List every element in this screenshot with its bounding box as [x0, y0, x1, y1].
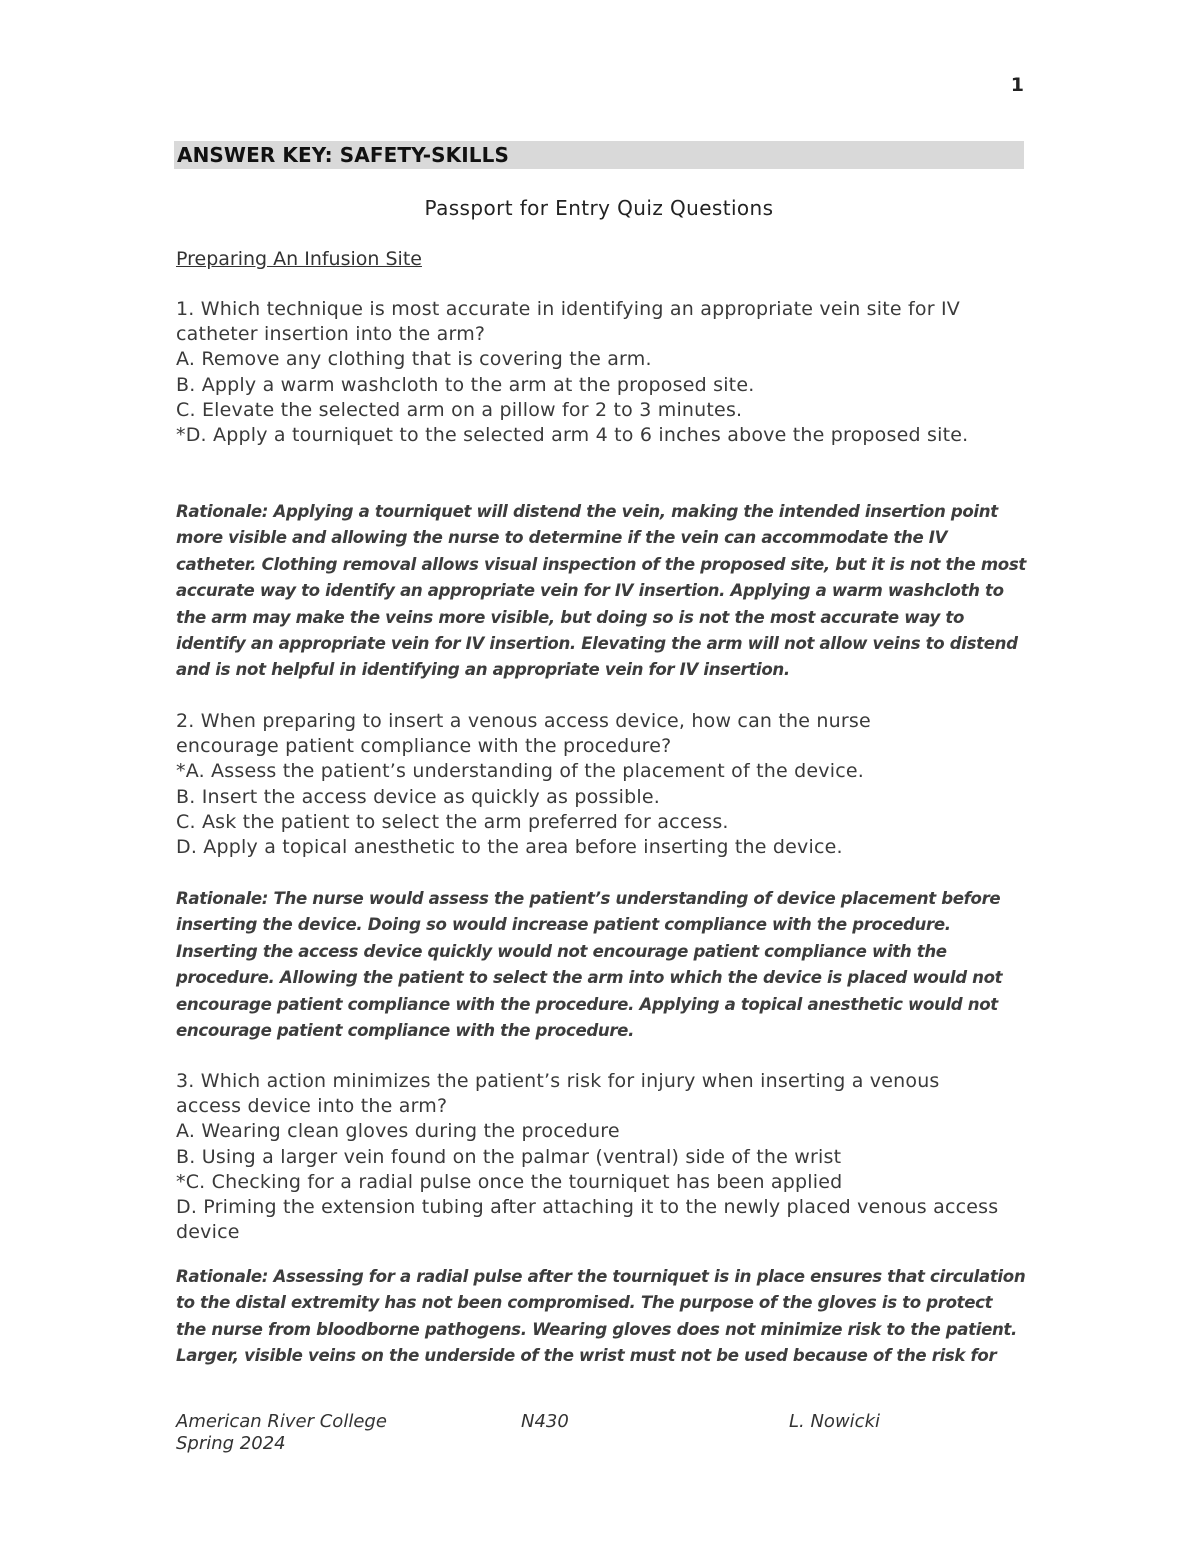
document-subtitle: Passport for Entry Quiz Questions — [424, 196, 774, 220]
answer-option: A. Wearing clean gloves during the procedure — [176, 1120, 620, 1143]
document-title-banner — [174, 141, 1024, 169]
answer-option-correct: *C. Checking for a radial pulse once the tourniquet has been applied — [176, 1170, 843, 1193]
question-2 — [176, 709, 1028, 860]
rationale-1: Rationale: Applying a tourniquet will distend the vein, making the intended insertion point more visible and allowing the nurse to determine if the vein can accommodate the IV catheter. Clothing removal allows visual inspection of the proposed site, but it is not the most accurate way to identify an appropriate vein for IV insertion. Applying a warm washcloth to the arm may make the veins more visible, but doing so is not the most accurate way to identify an appropriate vein for IV insertion. Elevating the arm will not allow veins to distend and is not helpful in identifying an appropriate vein for IV insertion. — [176, 502, 1026, 680]
answer-option-correct: *A. Assess the patient’s understanding of the placement of the device. — [176, 760, 864, 783]
question-1 — [176, 297, 1028, 448]
answer-option: B. Insert the access device as quickly as possible. — [176, 785, 660, 808]
rationale-2: Rationale: The nurse would assess the patient’s understanding of device placement before inserting the device. Doing so would increase patient compliance with the procedure. Inserting the access device quickly would not encourage patient compliance with the procedure. Allowing the patient to select the arm into which the device is placed would not encourage patient compliance with the procedure. Applying a topical anesthetic would not encourage patient compliance with the procedure. — [176, 889, 1003, 1041]
question-stem: 2. When preparing to insert a venous access device, how can the nurse encourage patient compliance with the procedure? — [176, 710, 871, 758]
answer-option: C. Ask the patient to select the arm preferred for access. — [176, 810, 729, 833]
question-stem: 3. Which action minimizes the patient’s risk for injury when inserting a venous access device into the arm? — [176, 1070, 940, 1118]
answer-option: B. Apply a warm washcloth to the arm at the proposed site. — [176, 373, 755, 396]
section-heading: Preparing An Infusion Site — [176, 248, 422, 270]
page-number: 1 — [1010, 74, 1024, 96]
document-title: ANSWER KEY: SAFETY-SKILLS — [177, 143, 510, 167]
footer-college: American River College — [176, 1411, 387, 1432]
question-3 — [176, 1069, 1028, 1245]
footer-term: Spring 2024 — [176, 1433, 286, 1454]
question-stem: 1. Which technique is most accurate in identifying an appropriate vein site for IV catheter insertion into the arm? — [176, 298, 961, 346]
answer-option: D. Apply a topical anesthetic to the area before inserting the device. — [176, 836, 843, 859]
answer-option: B. Using a larger vein found on the palmar (ventral) side of the wrist — [176, 1145, 842, 1168]
answer-option: C. Elevate the selected arm on a pillow for 2 to 3 minutes. — [176, 398, 743, 421]
footer-course: N430 — [521, 1411, 569, 1432]
answer-option: A. Remove any clothing that is covering the arm. — [176, 348, 652, 371]
rationale-3: Rationale: Assessing for a radial pulse after the tourniquet is in place ensures that circulation to the distal extremity has not been compromised. The purpose of the gloves is to protect the nurse from bloodborne pathogens. Wearing gloves does not minimize risk to the patient. Larger, visible veins on the underside of the wrist must not be used because of the risk for — [176, 1267, 1026, 1366]
answer-option-correct: *D. Apply a tourniquet to the selected arm 4 to 6 inches above the proposed site. — [176, 424, 969, 447]
footer-author: L. Nowicki — [789, 1411, 880, 1432]
answer-option: D. Priming the extension tubing after attaching it to the newly placed venous access device — [176, 1196, 999, 1244]
